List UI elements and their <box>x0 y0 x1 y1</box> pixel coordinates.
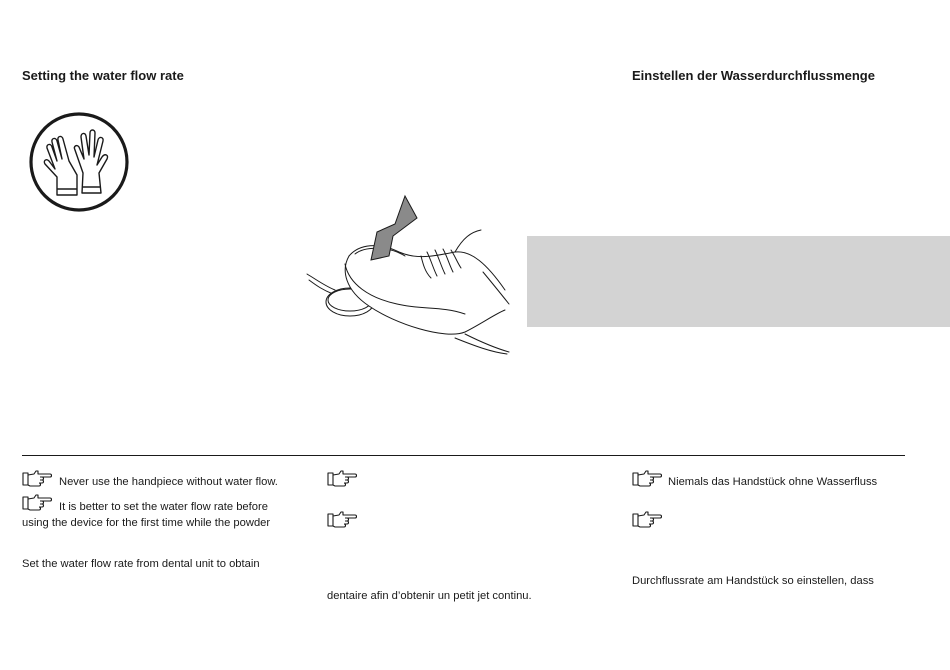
paragraph-de: Durchflussrate am Handstück so einstellen, dass <box>632 575 874 587</box>
foot-pedal-illustration <box>305 194 515 356</box>
pointing-hand-icon <box>22 470 52 488</box>
note-en-2-line-1: It is better to set the water flow rate before <box>59 501 268 513</box>
pointing-hand-icon <box>632 511 662 529</box>
gloves-icon <box>27 111 131 213</box>
note-de-1: Niemals das Handstück ohne Wasserfluss <box>668 476 878 488</box>
note-en-1: Never use the handpiece without water flow. <box>59 476 278 488</box>
note-en-2-line-2: using the device for the first time while the powder <box>22 517 271 529</box>
gray-highlight-box <box>527 236 950 327</box>
section-divider <box>22 455 905 456</box>
pointing-hand-icon <box>22 494 52 512</box>
heading-german: Einstellen der Wasserdurchflussmenge <box>632 68 875 83</box>
paragraph-fr: dentaire afin d’obtenir un petit jet continu. <box>327 590 532 602</box>
pointing-hand-icon <box>327 470 357 488</box>
heading-english: Setting the water flow rate <box>22 68 184 83</box>
paragraph-en: Set the water flow rate from dental unit to obtain <box>22 558 260 570</box>
pointing-hand-icon <box>327 511 357 529</box>
pointing-hand-icon <box>632 470 662 488</box>
